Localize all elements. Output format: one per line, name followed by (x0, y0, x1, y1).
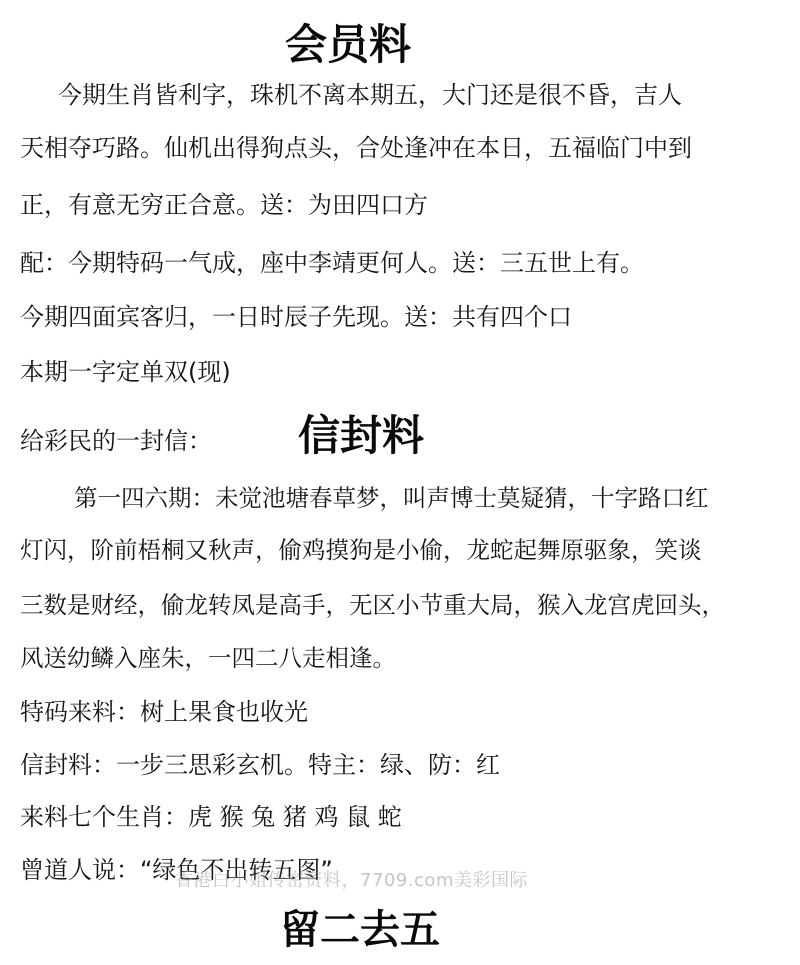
member-line-2: 天相夺巧路。仙机出得狗点头，合处逢冲在本日，五福临门中到 (20, 134, 692, 162)
info-line-1: 特码来料：树上果食也收光 (20, 698, 308, 726)
letter-line-4: 风送幼鳞入座朱，一四二八走相逢。 (20, 644, 396, 672)
member-line-6: 本期一字定单双(现) (20, 358, 231, 386)
member-line-3: 正，有意无穷正合意。送：为田四口方 (20, 191, 428, 219)
info-line-4: 曾道人说：“绿色不出转五图” (20, 856, 333, 884)
member-line-5: 今期四面宾客归，一日时辰子先现。送：共有四个口 (20, 303, 572, 331)
member-line-4: 配：今期特码一气成，座中李靖更何人。送：三五世上有。 (20, 249, 644, 277)
info-line-3: 来料七个生肖：虎 猴 兔 猪 鸡 鼠 蛇 (20, 803, 402, 831)
letter-line-2: 灯闪，阶前梧桐又秋声，偷鸡摸狗是小偷，龙蛇起舞原驱象，笑谈 (20, 536, 702, 564)
letter-title: 信封料 (298, 411, 425, 460)
letter-line-3: 三数是财经，偷龙转凤是高手，无区小节重大局，猴入龙宫虎回头， (20, 591, 725, 619)
bottom-title: 留二去五 (280, 906, 440, 953)
letter-line-1: 第一四六期：未觉池塘春草梦，叫声博士莫疑猜，十字路口红 (74, 484, 709, 512)
member-line-1: 今期生肖皆利字，珠机不离本期五，大门还是很不昏，吉人 (58, 81, 682, 109)
watermark-text: 香港白小姐传密资料，7709.com美彩国际 (175, 870, 528, 891)
letter-intro: 给彩民的一封信： (20, 427, 212, 455)
info-line-2: 信封料：一步三思彩玄机。特主：绿、防：红 (20, 751, 500, 779)
member-title: 会员料 (285, 20, 412, 69)
